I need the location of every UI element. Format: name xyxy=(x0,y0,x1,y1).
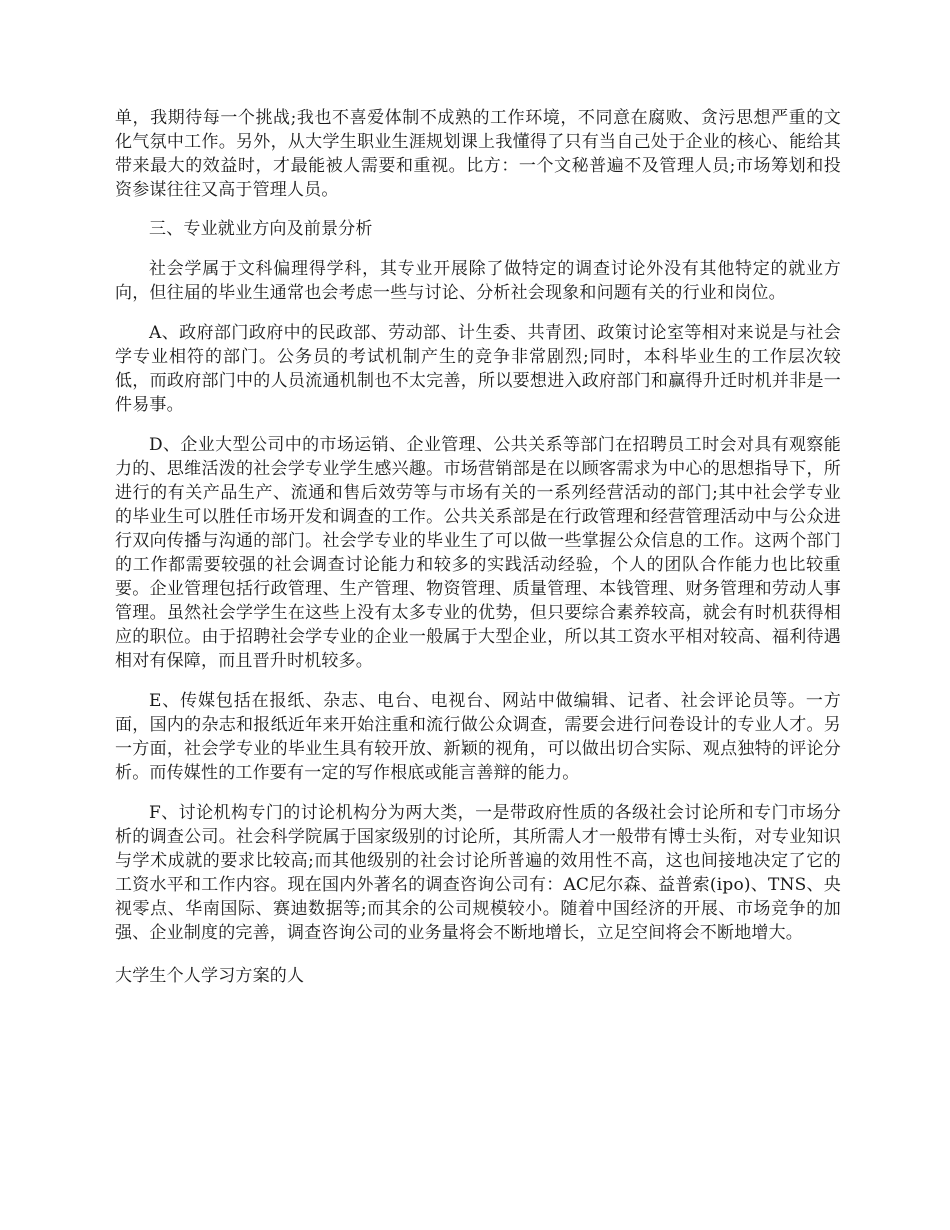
section-heading: 三、专业就业方向及前景分析 xyxy=(149,219,373,239)
paragraph-sociology-overview: 社会学属于文科偏理得学科，其专业开展除了做特定的调查讨论外没有其他特定的就业方向，但往届的毕业生通常也会考虑一些与讨论、分析社会现象和问题有关的行业和岗位。 xyxy=(115,259,841,303)
paragraph-media: E、传媒包括在报纸、杂志、电台、电视台、网站中做编辑、记者、社会评论员等。一方面，国内的杂志和报纸近年来开始注重和流行做公众调查，需要会进行问卷设计的专业人才。另一方面，社会学专业的毕业生具有较开放、新颖的视角，可以做出切合实际、观点独特的评论分析。而传媒性的工作要有一定的写作根底或能言善辩的能力。 xyxy=(115,691,841,783)
paragraph-enterprise: D、企业大型公司中的市场运销、企业管理、公共关系等部门在招聘员工时会对具有观察能力的、思维活泼的社会学专业学生感兴趣。市场营销部是在以顾客需求为中心的思想指导下，所进行的有关产品生产、流通和售后效劳等与市场有关的一系列经营活动的部门;其中社会学专业的毕业生可以胜任市场开发和调查的工作。公共关系部是在行政管理和经营管理活动中与公众进行双向传播与沟通的部门。社会学专业的毕业生了可以做一些掌握公众信息的工作。这两个部门的工作都需要较强的社会调查讨论能力和较多的实践活动经验，个人的团队合作能力也比较重要。企业管理包括行政管理、生产管理、物资管理、质量管理、本钱管理、财务管理和劳动人事管理。虽然社会学学生在这些上没有太多专业的优势，但只要综合素养较高，就会有时机获得相应的职位。由于招聘社会学专业的企业一般属于大型企业，所以其工资水平相对较高、福利待遇相对有保障，而且晋升时机较多。 xyxy=(115,435,841,671)
paragraph-research-institutions: F、讨论机构专门的讨论机构分为两大类，一是带政府性质的各级社会讨论所和专门市场分析的调查公司。社会科学院属于国家级别的讨论所，其所需人才一般带有博士头衔，对专业知识与学术成就的要求比较高;而其他级别的社会讨论所普遍的效用性不高，这也间接地决定了它的工资水平和工作内容。现在国内外著名的调查咨询公司有：AC尼尔森、益普索(ipo)、TNS、央视零点、华南国际、赛迪数据等;而其余的公司规模较小。随着中国经济的开展、市场竞争的加强、企业制度的完善，调查咨询公司的业务量将会不断地增长，立足空间将会不断地增大。 xyxy=(115,803,841,943)
paragraph-continuation: 单，我期待每一个挑战;我也不喜爱体制不成熟的工作环境，不同意在腐败、贪污思想严重的文化气氛中工作。另外，从大学生职业生涯规划课上我懂得了只有当自己处于企业的核心、能给其带来最大的效益时，才最能被人需要和重视。比方：一个文秘普遍不及管理人员;市场筹划和投资参谋往往又高于管理人员。 xyxy=(115,108,841,200)
closing-line: 大学生个人学习方案的人 xyxy=(115,966,305,986)
paragraph-government: A、政府部门政府中的民政部、劳动部、计生委、共青团、政策讨论室等相对来说是与社会学专业相符的部门。公务员的考试机制产生的竞争非常剧烈;同时，本科毕业生的工作层次较低，而政府部门中的人员流通机制也不太完善，所以要想进入政府部门和赢得升迁时机并非是一件易事。 xyxy=(115,323,841,415)
document-page xyxy=(115,106,841,988)
